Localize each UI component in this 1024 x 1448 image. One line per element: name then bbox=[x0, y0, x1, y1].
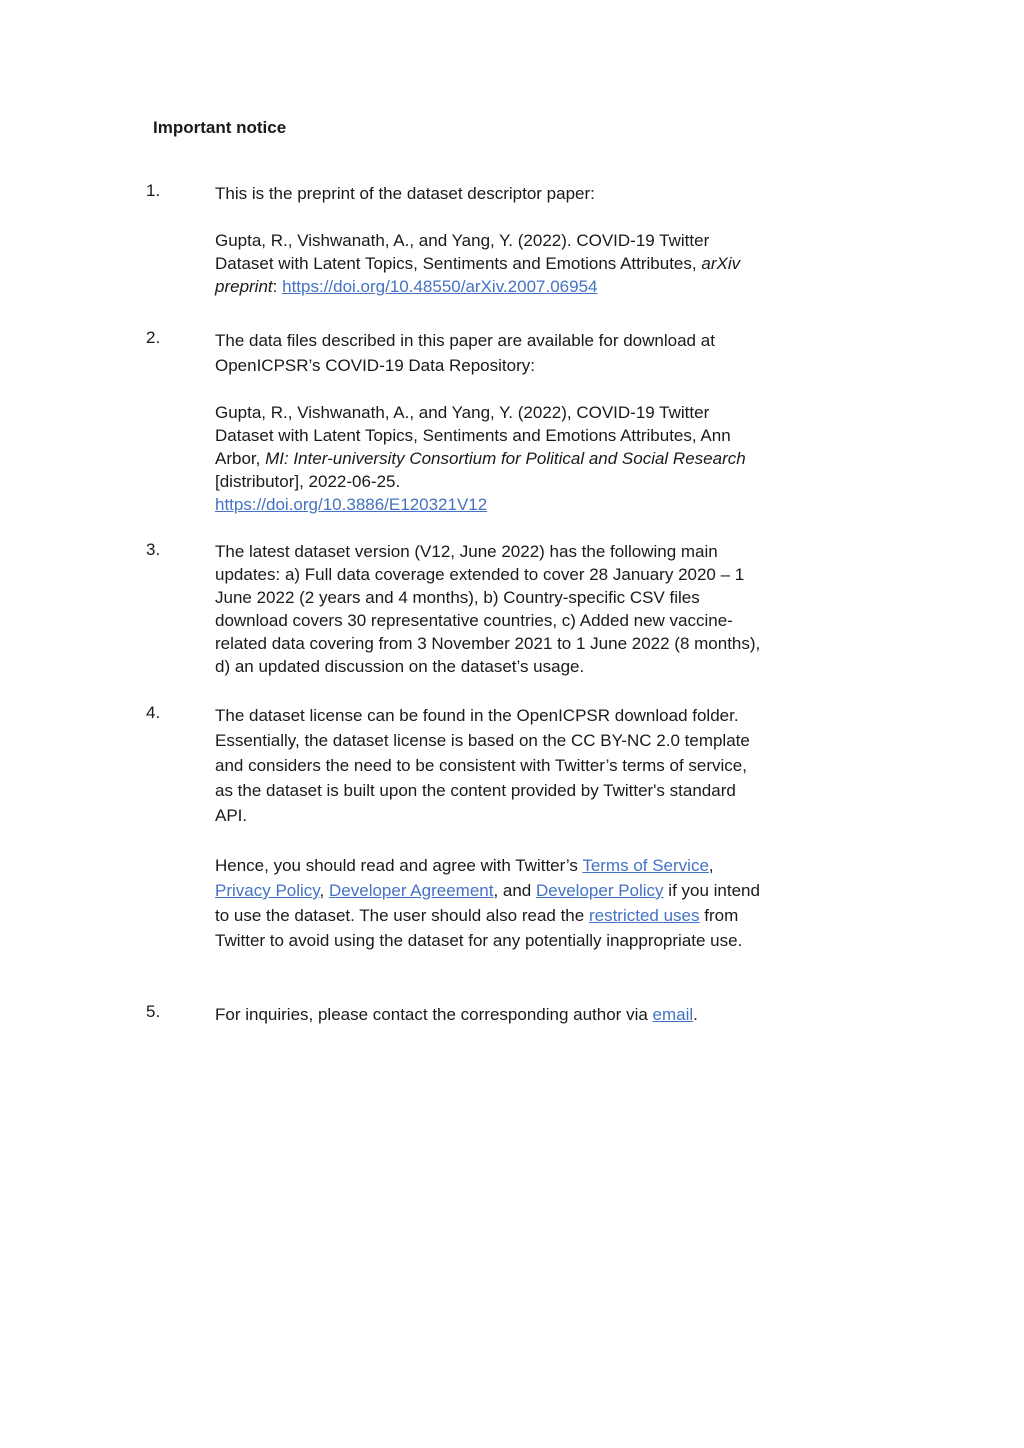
notice-heading: Important notice bbox=[153, 118, 287, 137]
citation-tail: [distributor], 2022-06-25. bbox=[215, 472, 401, 491]
item-text: The dataset license can be found in the OpenICPSR download folder. Essentially, the dataset license is based on the CC BY-NC 2.0 template and considers the need to be consistent with Twitter’s terms of service, as the dataset is built upon the content provided by Twitter's standard API. bbox=[215, 706, 750, 825]
citation-publisher: MI: Inter-university Consortium for Political and Social Research bbox=[265, 449, 746, 468]
terms-paragraph bbox=[215, 853, 763, 953]
arxiv-doi-link[interactable]: https://doi.org/10.48550/arXiv.2007.06954 bbox=[282, 277, 598, 296]
period: . bbox=[693, 1005, 698, 1024]
item-text: The latest dataset version (V12, June 2022) has the following main updates: a) Full data coverage extended to cover 28 January 2020 – 1 June 2022 (2 years and 4 months), b) Country-specific CSV files download covers 30 representative countries, c) Added new vaccine-related data covering from 3 November 2021 to 1 June 2022 (8 months), d) an updated discussion on the dataset’s usage. bbox=[215, 542, 761, 676]
privacy-policy-link[interactable]: Privacy Policy bbox=[215, 881, 320, 900]
citation bbox=[215, 229, 763, 298]
item-text bbox=[215, 1002, 763, 1027]
terms-middle: if you intend to use the dataset. The user should also read the bbox=[215, 881, 760, 925]
email-link[interactable]: email bbox=[652, 1005, 694, 1024]
icpsr-doi-link[interactable]: https://doi.org/10.3886/E120321V12 bbox=[215, 495, 488, 514]
item-number: 3. bbox=[146, 540, 161, 559]
item-number: 5. bbox=[146, 1002, 161, 1021]
terms-intro: Hence, you should read and agree with Twitter’s bbox=[215, 856, 578, 875]
developer-policy-link[interactable]: Developer Policy bbox=[536, 881, 664, 900]
restricted-uses-link[interactable]: restricted uses bbox=[588, 906, 700, 925]
item-number: 1. bbox=[146, 181, 161, 200]
developer-agreement-link[interactable]: Developer Agreement bbox=[329, 881, 494, 900]
citation-text: Gupta, R., Vishwanath, A., and Yang, Y. (2022), COVID-19 Twitter Dataset with Latent Topics, Sentiments and Emotions Attributes, Ann Arbor, bbox=[215, 403, 731, 468]
separator: , bbox=[708, 856, 714, 875]
terms-end: from Twitter to avoid using the dataset for any potentially inappropriate use. bbox=[215, 906, 743, 950]
item-number: 2. bbox=[146, 328, 161, 347]
separator: , bbox=[319, 881, 325, 900]
citation-venue: arXiv preprint bbox=[215, 254, 741, 296]
terms-of-service-link[interactable]: Terms of Service bbox=[582, 856, 709, 875]
separator: , and bbox=[493, 881, 532, 900]
citation-separator: : bbox=[272, 277, 278, 296]
citation-text: Gupta, R., Vishwanath, A., and Yang, Y. (2022). COVID-19 Twitter Dataset with Latent Topics, Sentiments and Emotions Attributes, bbox=[215, 231, 710, 273]
item-number: 4. bbox=[146, 703, 161, 722]
item-intro: This is the preprint of the dataset descriptor paper: bbox=[215, 184, 595, 203]
contact-text: For inquiries, please contact the corresponding author via bbox=[215, 1005, 648, 1024]
item-intro: The data files described in this paper are available for download at OpenICPSR’s COVID-19 Data Repository: bbox=[215, 331, 715, 375]
citation bbox=[215, 401, 763, 516]
